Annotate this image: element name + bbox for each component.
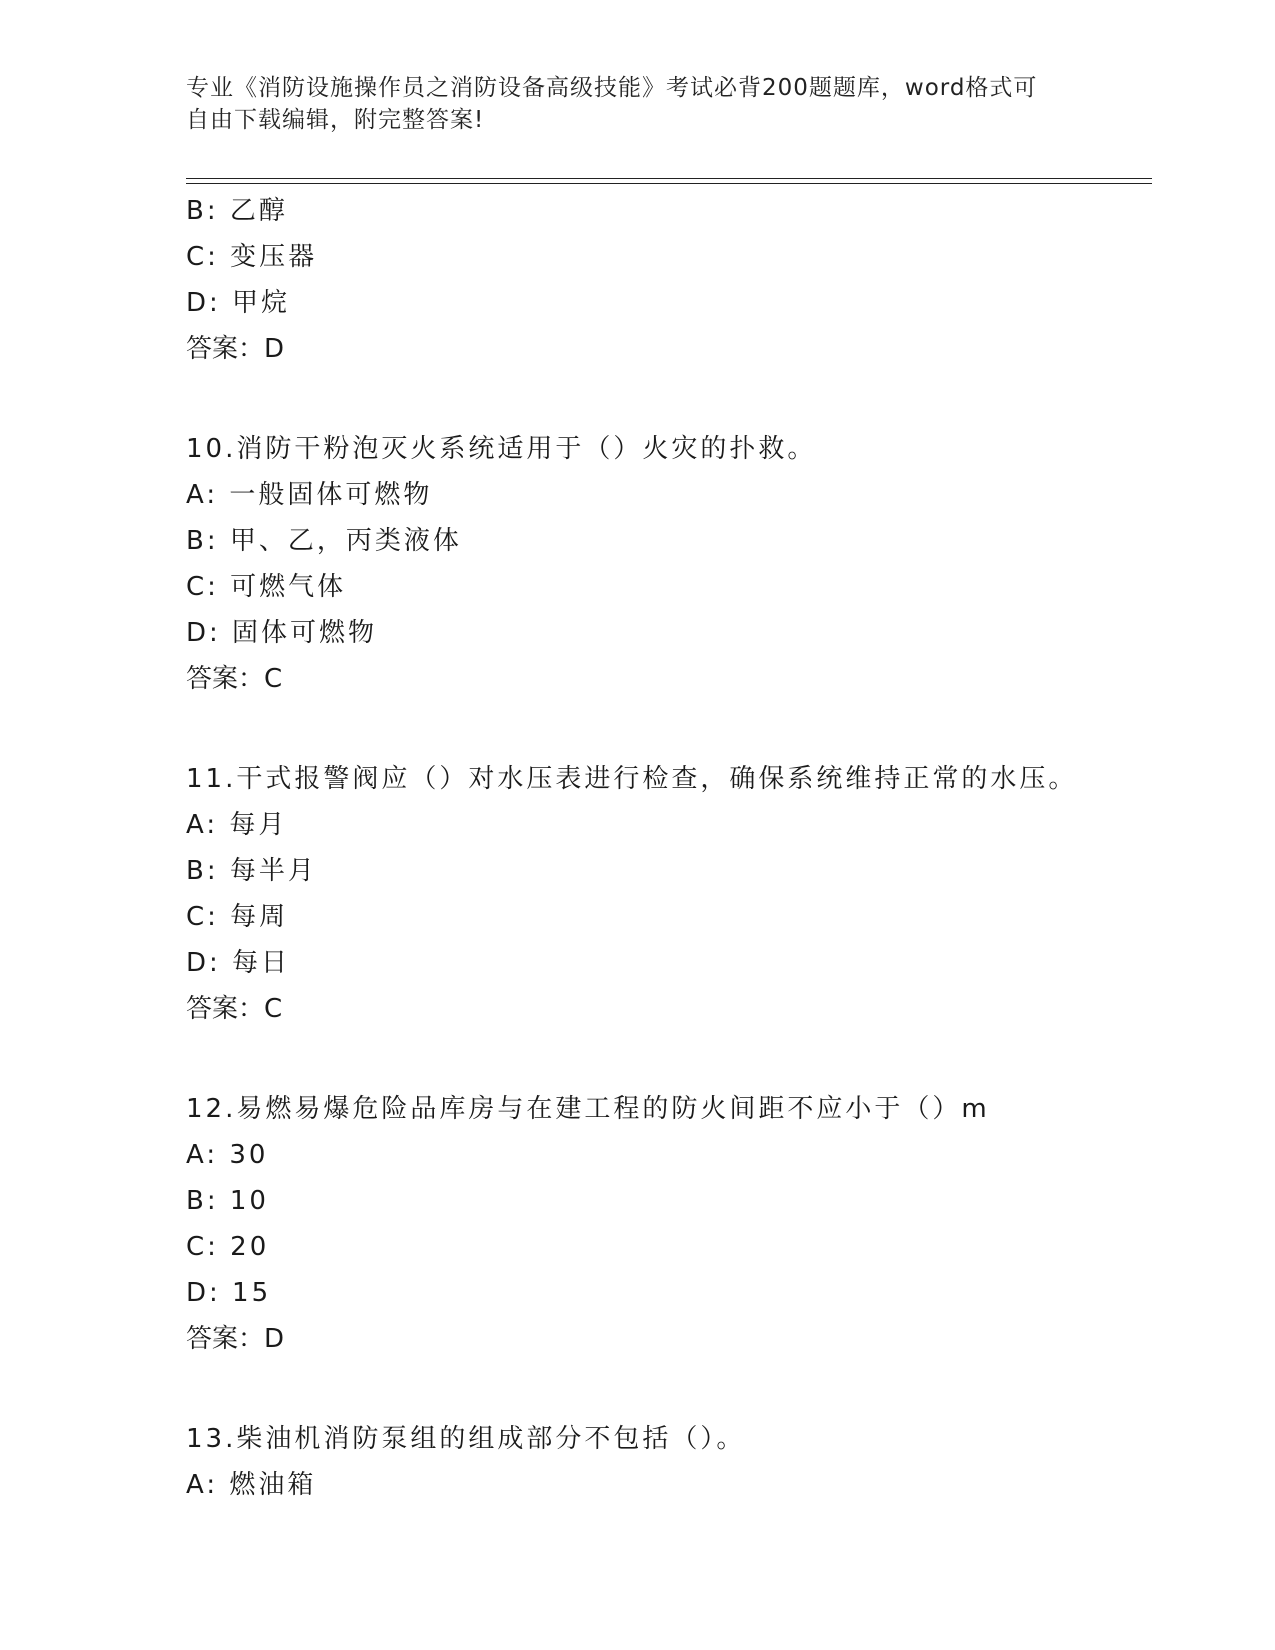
option-line: B: 10 <box>186 1186 269 1216</box>
option-line: B: 乙醇 <box>186 196 288 226</box>
option-line: C: 变压器 <box>186 242 318 272</box>
option-line: D: 15 <box>186 1278 272 1308</box>
answer-line: 答案：D <box>186 334 285 364</box>
option-line: D: 固体可燃物 <box>186 618 378 648</box>
question-block <box>186 426 1152 702</box>
question-text: 10.消防干粉泡灭火系统适用于（）火灾的扑救。 <box>186 434 817 464</box>
option-line: A: 燃油箱 <box>186 1470 317 1500</box>
answer-line: 答案：C <box>186 664 283 694</box>
option-line: B: 每半月 <box>186 856 317 886</box>
question-list <box>186 188 1152 1508</box>
header-line-1: 专业《消防设施操作员之消防设备高级技能》考试必背200题题库，word格式可 <box>186 75 1038 101</box>
option-line: C: 可燃气体 <box>186 572 347 602</box>
answer-line: 答案：D <box>186 1324 285 1354</box>
option-line: B: 甲、乙，丙类液体 <box>186 526 462 556</box>
question-text: 13.柴油机消防泵组的组成部分不包括（）。 <box>186 1424 746 1454</box>
header-line-2: 自由下载编辑，附完整答案! <box>186 107 485 133</box>
header-rule-top <box>186 178 1152 179</box>
question-block <box>186 188 1152 372</box>
option-line: C: 20 <box>186 1232 270 1262</box>
question-block <box>186 756 1152 1032</box>
option-line: C: 每周 <box>186 902 289 932</box>
question-text: 12.易燃易爆危险品库房与在建工程的防火间距不应小于（）m <box>186 1094 990 1124</box>
option-line: A: 每月 <box>186 810 288 840</box>
document-header <box>186 72 1066 136</box>
answer-line: 答案：C <box>186 994 283 1024</box>
question-text: 11.干式报警阀应（）对水压表进行检查，确保系统维持正常的水压。 <box>186 764 1078 794</box>
header-rule-bottom <box>186 183 1152 184</box>
question-block <box>186 1086 1152 1362</box>
option-line: D: 甲烷 <box>186 288 291 318</box>
option-line: D: 每日 <box>186 948 291 978</box>
option-line: A: 30 <box>186 1140 269 1170</box>
question-block <box>186 1416 1152 1508</box>
option-line: A: 一般固体可燃物 <box>186 480 433 510</box>
